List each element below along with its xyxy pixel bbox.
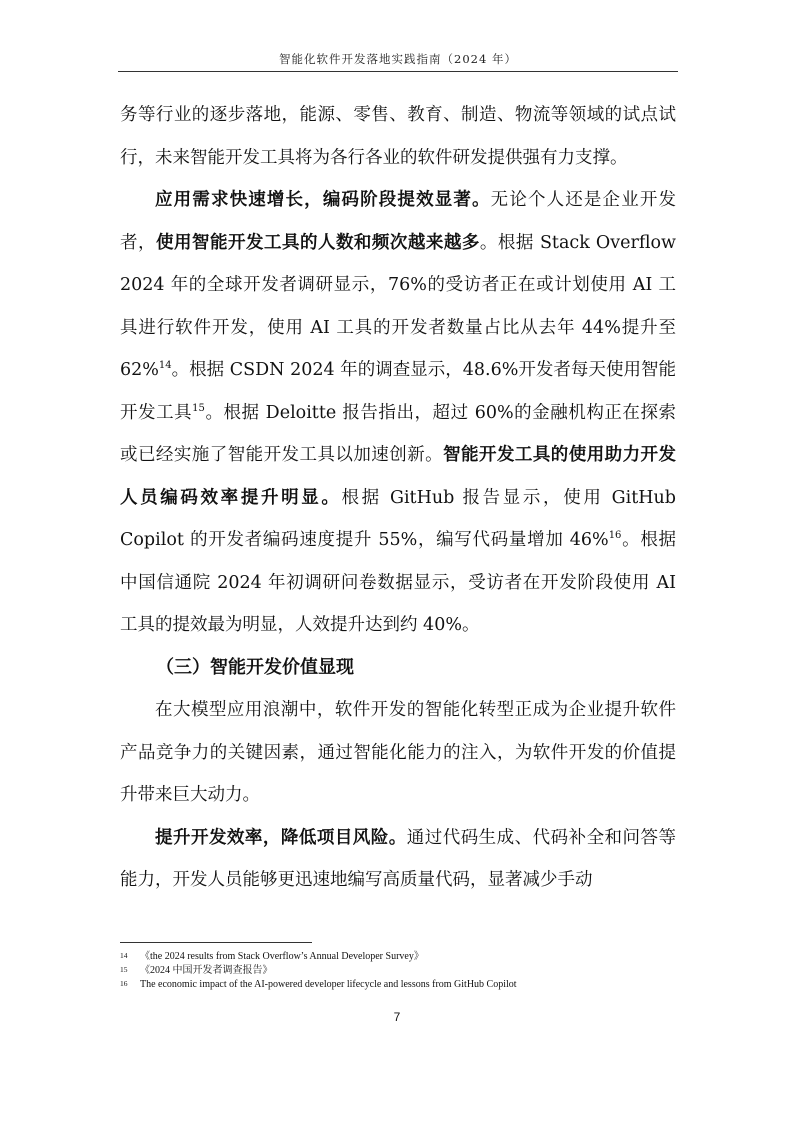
page-body — [120, 94, 676, 902]
footnote-14 — [120, 950, 680, 964]
running-header: 智能化软件开发落地实践指南（2024 年） — [279, 52, 517, 66]
text-segment: 通过代码生成、代码补全和问答等能力，开发人员能够更迅速地编写高质量代码，显著减少手动 — [120, 827, 676, 890]
footnotes — [120, 950, 680, 992]
footnote-number: 16 — [120, 979, 128, 988]
text-segment: 。根据 Stack Overflow 2024 年的全球开发者调研显示，76%的受访者正在或计划使用 AI 工具进行软件开发，使用 AI 工具的开发者数量占比从去年 44%提升至 62% — [120, 232, 677, 380]
bold-lead-efficiency: 提升开发效率，降低项目风险。 — [155, 827, 407, 848]
footnote-text: The economic impact of the AI-powered developer lifecycle and lessons from GitHub Copilot — [140, 979, 517, 990]
bold-lead-demand: 应用需求快速增长，编码阶段提效显著。 — [155, 190, 491, 210]
bold-usage-growth: 使用智能开发工具的人数和频次越来越多 — [156, 232, 480, 253]
page-number: 7 — [393, 1010, 401, 1024]
text-segment: 。根据中国信通院 2024 年初调研问卷数据显示，受访者在开发阶段使用 AI 工具的提效最为明显，人效提升达到约 40%。 — [120, 530, 677, 635]
paragraph-value-intro: 在大模型应用浪潮中，软件开发的智能化转型正成为企业提升软件产品竞争力的关键因素，通过智能化能力的注入，为软件开发的价值提升带来巨大动力。 — [120, 700, 676, 805]
footnote-number: 14 — [120, 951, 128, 960]
text-segment: 。根据 CSDN 2024 年的调查显示，48.6%开发者每天使用智能开发工具 — [120, 360, 676, 423]
footnote-ref-15[interactable]: 15 — [192, 402, 205, 414]
bold-efficiency: 智能开发工具的使用助力开发人员编码效率提升明显。 — [120, 445, 677, 508]
footnote-16 — [120, 978, 680, 992]
section-heading: （三）智能开发价值显现 — [156, 656, 354, 678]
footnote-number: 15 — [120, 965, 128, 974]
text-segment: 根据 GitHub 报告显示，使用 GitHub Copilot 的开发者编码速度提升 55%，编写代码量增加 46% — [120, 487, 677, 550]
paragraph-demand-growth — [120, 179, 676, 647]
paragraph-efficiency — [120, 817, 676, 902]
header-divider — [118, 71, 678, 72]
footnote-15 — [120, 964, 680, 978]
footnote-ref-16[interactable]: 16 — [608, 530, 622, 542]
footnote-divider — [120, 942, 312, 943]
text-segment: 。根据 Deloitte 报告指出，超过 60%的金融机构正在探索或已经实施了智能开发工具以加速创新。 — [120, 402, 676, 465]
text-segment: 无论个人还是企业开发者， — [120, 190, 677, 253]
paragraph-continued: 务等行业的逐步落地，能源、零售、教育、制造、物流等领域的试点试行，未来智能开发工具将为各行各业的软件研发提供强有力支撑。 — [120, 105, 676, 168]
footnote-text: 《2024 中国开发者调查报告》 — [140, 965, 273, 976]
footnote-text: 《the 2024 results from Stack Overflow’s Annual Developer Survey》 — [140, 951, 424, 962]
footnote-ref-14[interactable]: 14 — [158, 360, 172, 372]
